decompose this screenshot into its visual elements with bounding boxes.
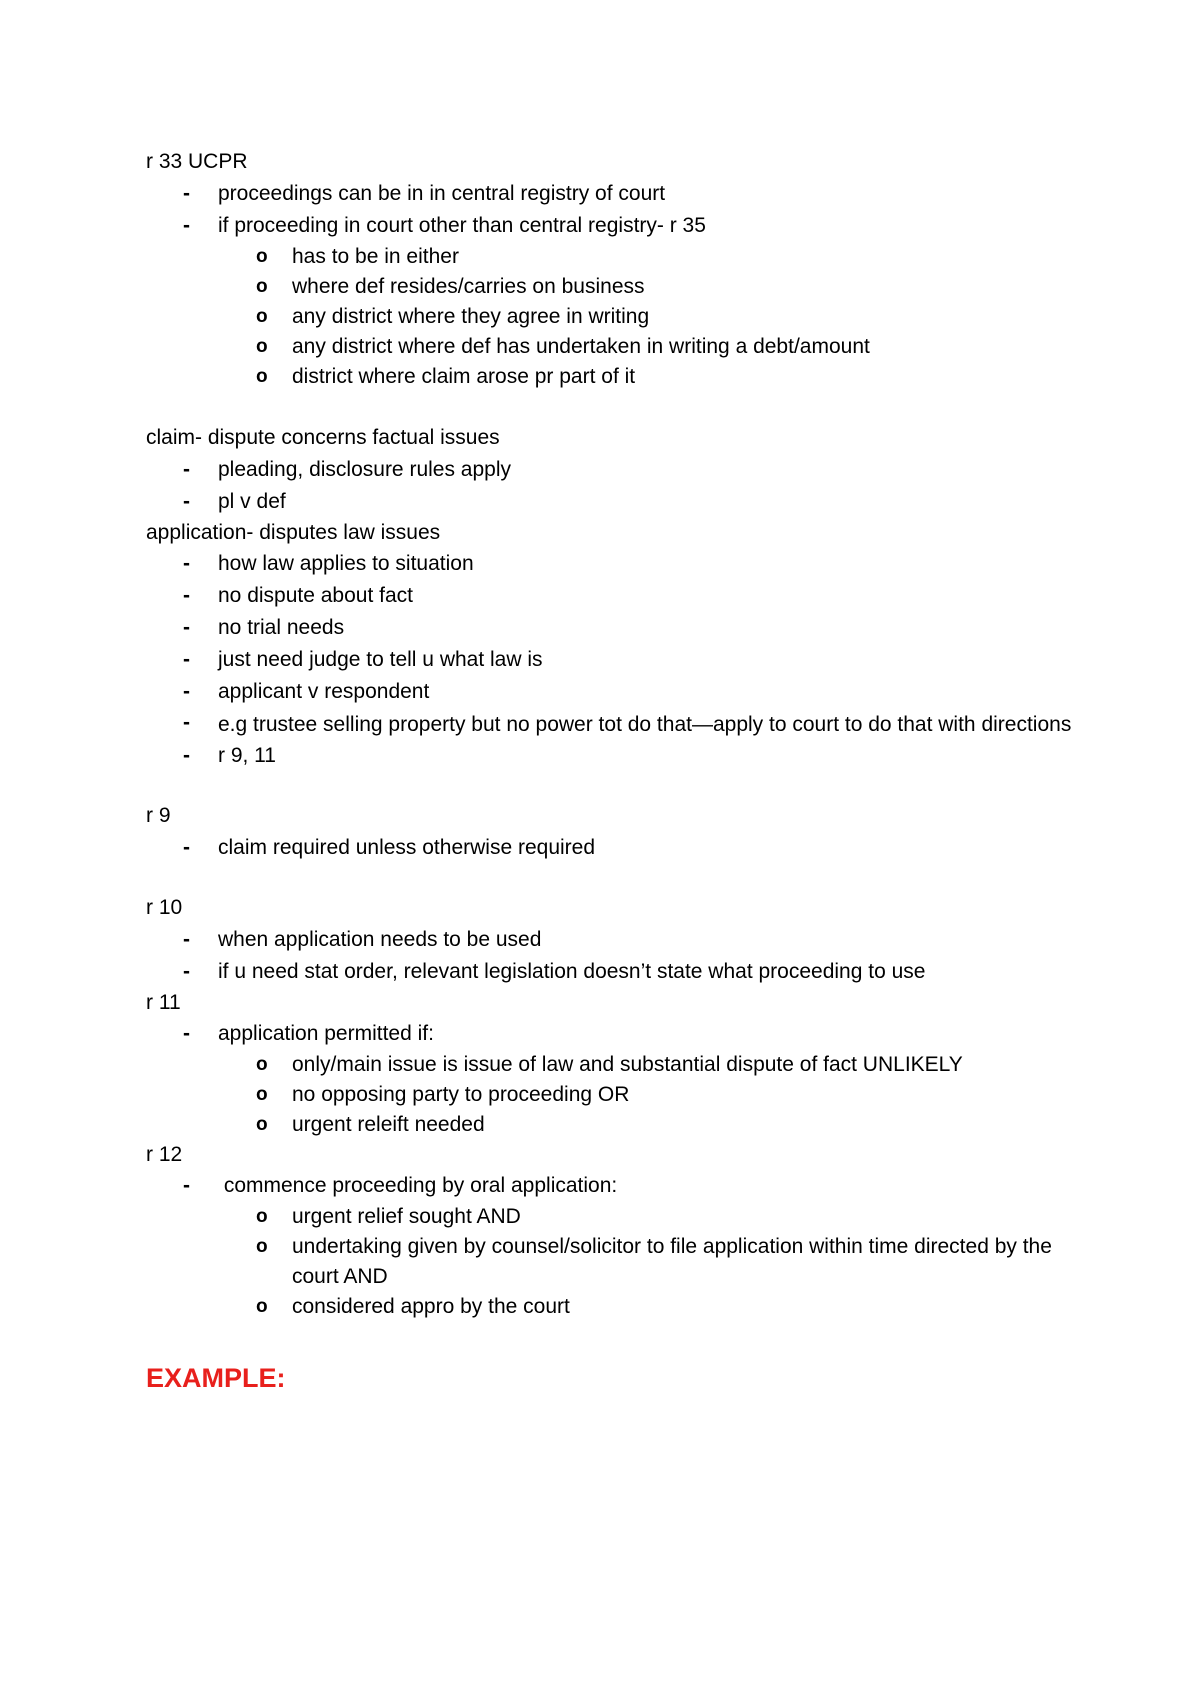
dash-bullet: - xyxy=(183,648,190,671)
list-item: - commence proceeding by oral application: xyxy=(146,1170,1076,1202)
example-heading: EXAMPLE: xyxy=(146,1363,286,1393)
list-item: - if u need stat order, relevant legislation doesn’t state what proceeding to use xyxy=(146,956,1076,988)
list-item: - just need judge to tell u what law is xyxy=(146,644,1076,676)
sub-list-item: o considered appro by the court xyxy=(146,1292,1076,1322)
circle-bullet: o xyxy=(256,1084,268,1105)
sub-list-item: o only/main issue is issue of law and substantial dispute of fact UNLIKELY xyxy=(146,1050,1076,1080)
dash-bullet: - xyxy=(183,711,190,734)
sub-list-item: o urgent relief sought AND xyxy=(146,1202,1076,1232)
section-heading-r11: r 11 xyxy=(146,991,181,1014)
list-item: - no dispute about fact xyxy=(146,580,1076,612)
circle-bullet: o xyxy=(256,1296,268,1317)
paragraph-gap xyxy=(146,1322,1076,1360)
dash-bullet: - xyxy=(183,836,190,859)
circle-bullet: o xyxy=(256,1114,268,1135)
dash-bullet: - xyxy=(183,490,190,513)
section-heading-r10: r 10 xyxy=(146,896,183,919)
list-item: - application permitted if: xyxy=(146,1018,1076,1050)
notes-body xyxy=(146,146,1076,1396)
list-item: - pl v def xyxy=(146,486,1076,518)
list-item: - pleading, disclosure rules apply xyxy=(146,454,1076,486)
dash-bullet: - xyxy=(183,680,190,703)
dash-bullet: - xyxy=(183,616,190,639)
paragraph-gap xyxy=(146,772,1076,800)
sub-list-item: o undertaking given by counsel/solicitor to file application within time directed by the court AND xyxy=(146,1232,1076,1292)
dash-bullet: - xyxy=(183,458,190,481)
circle-bullet: o xyxy=(256,276,268,297)
list-item: - e.g trustee selling property but no power tot do that—apply to court to do that with directions xyxy=(146,708,1076,740)
circle-bullet: o xyxy=(256,306,268,327)
sub-list-item: o any district where they agree in writing xyxy=(146,302,1076,332)
dash-bullet: - xyxy=(183,584,190,607)
paragraph-gap xyxy=(146,392,1076,422)
circle-bullet: o xyxy=(256,336,268,357)
list-item: - r 9, 11 xyxy=(146,740,1076,772)
list-item: - applicant v respondent xyxy=(146,676,1076,708)
dash-bullet: - xyxy=(183,744,190,767)
sub-list-item: o district where claim arose pr part of it xyxy=(146,362,1076,392)
sub-list-item: o has to be in either xyxy=(146,242,1076,272)
section-heading-r9: r 9 xyxy=(146,804,171,827)
circle-bullet: o xyxy=(256,1206,268,1227)
circle-bullet: o xyxy=(256,1054,268,1075)
list-item: - how law applies to situation xyxy=(146,548,1076,580)
list-item: - claim required unless otherwise required xyxy=(146,832,1076,864)
sub-list-item: o any district where def has undertaken in writing a debt/amount xyxy=(146,332,1076,362)
paragraph-gap xyxy=(146,864,1076,892)
section-heading-r12: r 12 xyxy=(146,1143,183,1166)
circle-bullet: o xyxy=(256,1236,268,1257)
section-heading-r33: r 33 UCPR xyxy=(146,150,248,173)
dash-bullet: - xyxy=(183,552,190,575)
section-heading-claim: claim- dispute concerns factual issues xyxy=(146,426,500,449)
dash-bullet: - xyxy=(183,214,190,237)
dash-bullet: - xyxy=(183,960,190,983)
list-item: - if proceeding in court other than central registry- r 35 xyxy=(146,210,1076,242)
list-item: - proceedings can be in in central registry of court xyxy=(146,178,1076,210)
dash-bullet: - xyxy=(183,1174,190,1197)
circle-bullet: o xyxy=(256,246,268,267)
circle-bullet: o xyxy=(256,366,268,387)
list-item: - when application needs to be used xyxy=(146,924,1076,956)
dash-bullet: - xyxy=(183,1022,190,1045)
list-item: - no trial needs xyxy=(146,612,1076,644)
dash-bullet: - xyxy=(183,182,190,205)
section-heading-application: application- disputes law issues xyxy=(146,521,441,544)
sub-list-item: o where def resides/carries on business xyxy=(146,272,1076,302)
dash-bullet: - xyxy=(183,928,190,951)
sub-list-item: o no opposing party to proceeding OR xyxy=(146,1080,1076,1110)
sub-list-item: o urgent releift needed xyxy=(146,1110,1076,1140)
